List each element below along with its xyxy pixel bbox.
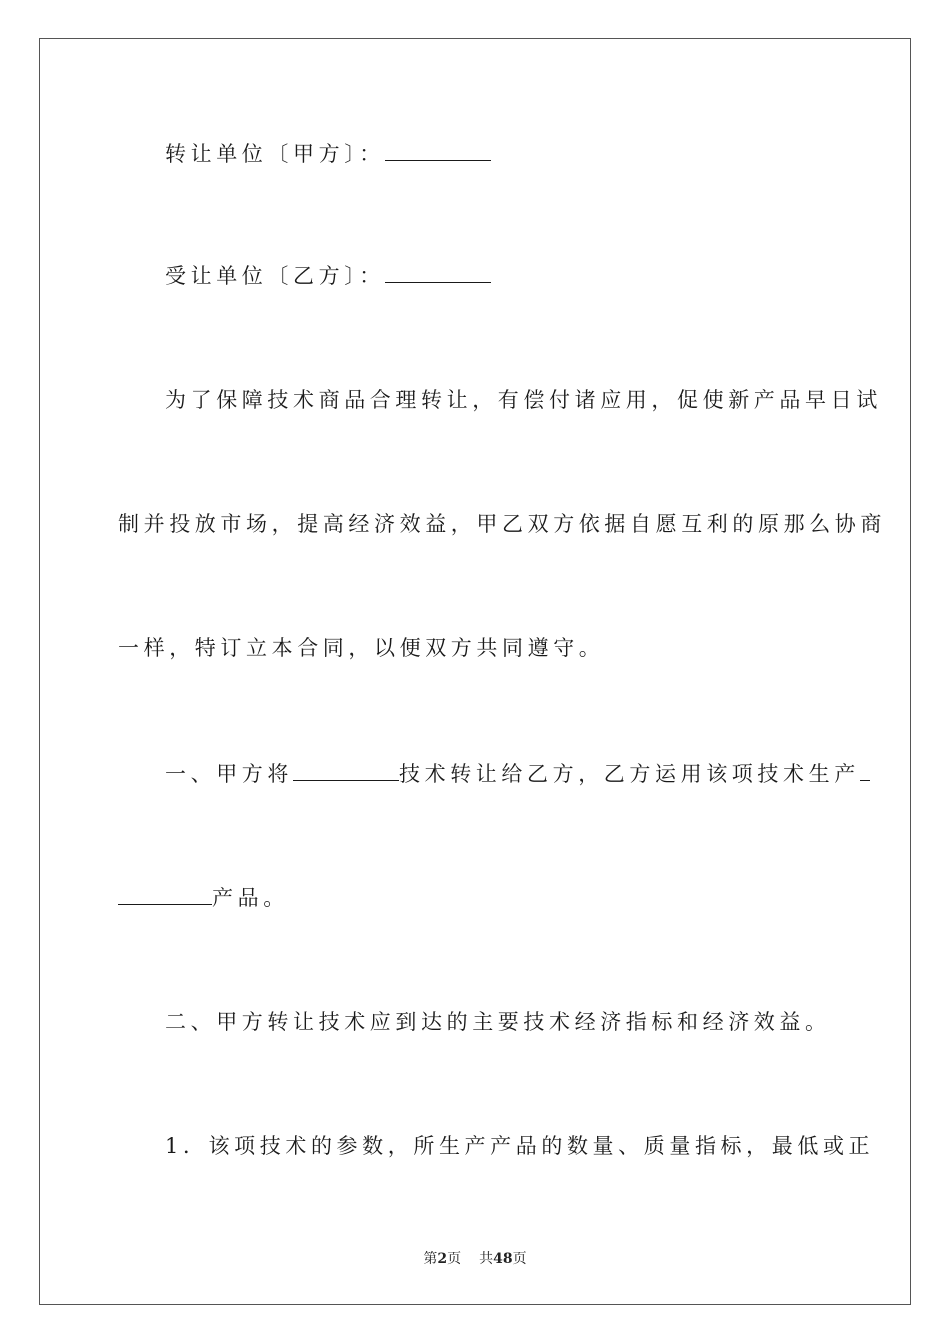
clause-1-text-b: 技术转让给乙方，乙方运用该项技术生产 [399, 762, 860, 786]
footer-total-unit: 页 [512, 1251, 527, 1267]
footer-total-prefix: 共 [479, 1251, 494, 1267]
clause-2-line [165, 1008, 831, 1036]
clause-2-text: 二、甲方转让技术应到达的主要技术经济指标和经济效益。 [165, 1010, 831, 1034]
clause-1-text-c: 产品。 [212, 886, 289, 910]
footer-page-total: 48 [493, 1251, 513, 1267]
transferor-line [165, 140, 491, 168]
transferee-label: 受让单位〔乙方〕： [165, 264, 385, 288]
clause-1-line-2 [118, 884, 289, 912]
footer-page-prefix: 第 [423, 1251, 438, 1267]
clause-1-text-a: 一、甲方将 [165, 762, 293, 786]
preamble-text-1: 为了保障技术商品合理转让，有偿付诸应用，促使新产品早日试 [165, 388, 882, 412]
transferee-line [165, 262, 491, 290]
transferor-blank [385, 140, 491, 161]
preamble-text-3: 一样，特订立本合同，以便双方共同遵守。 [118, 636, 605, 660]
footer-page-current: 2 [437, 1251, 448, 1267]
page-footer [0, 1248, 950, 1268]
clause-2-1-line [165, 1132, 874, 1160]
technology-blank [293, 760, 399, 781]
preamble-line-1 [165, 386, 882, 414]
transferor-label: 转让单位〔甲方〕： [165, 142, 385, 166]
preamble-text-2: 制并投放市场，提高经济效益，甲乙双方依据自愿互利的原那么协商 [118, 512, 886, 536]
clause-2-1-text: 1．该项技术的参数，所生产产品的数量、质量指标，最低或正 [165, 1134, 875, 1158]
product-blank-start [860, 760, 870, 781]
clause-1-line-1 [165, 760, 870, 788]
preamble-line-2 [118, 510, 886, 538]
transferee-blank [385, 262, 491, 283]
preamble-line-3 [118, 634, 604, 662]
product-blank-end [118, 884, 212, 905]
footer-page-unit: 页 [447, 1251, 462, 1267]
page-border [39, 38, 911, 1305]
